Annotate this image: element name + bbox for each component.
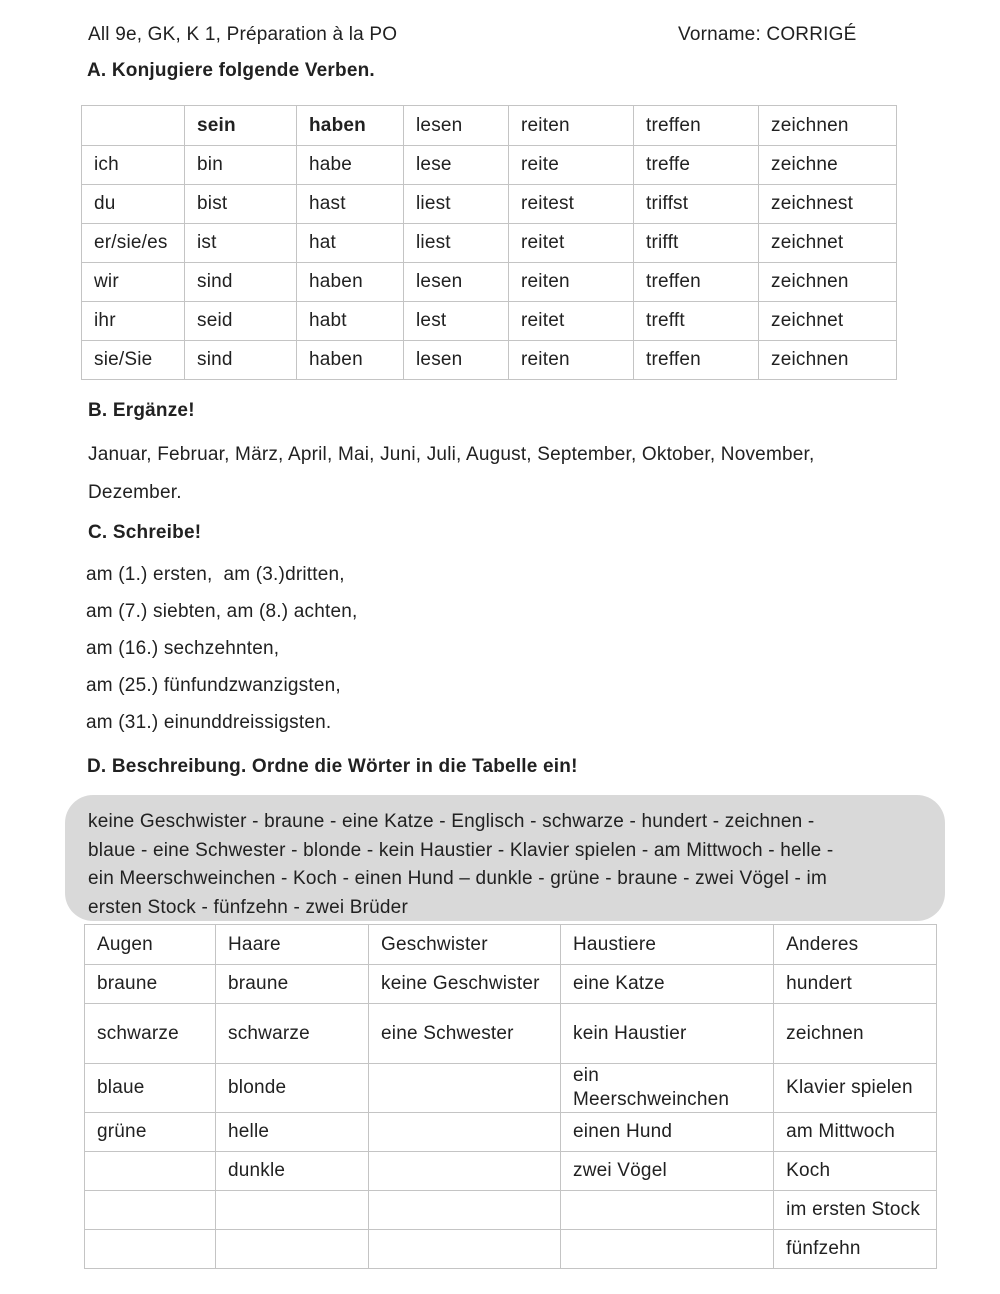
text-line: am (1.) ersten, am (3.)dritten, xyxy=(86,564,345,585)
section-a-title: A. Konjugiere folgende Verben. xyxy=(87,60,375,81)
text-line: ersten Stock - fünfzehn - zwei Brüder xyxy=(88,896,408,918)
table-cell: zeichnen xyxy=(774,1004,937,1064)
table-cell: dunkle xyxy=(216,1152,369,1191)
table-cell: zeichnet xyxy=(759,302,897,341)
table-cell: lese xyxy=(404,146,509,185)
table-cell: treffen xyxy=(634,341,759,380)
table-cell xyxy=(561,1191,774,1230)
section-d-title: D. Beschreibung. Ordne die Wörter in die Tabelle ein! xyxy=(87,756,578,777)
table-cell: lesen xyxy=(404,341,509,380)
classification-table xyxy=(84,924,937,1269)
table-cell: schwarze xyxy=(216,1004,369,1064)
table-cell: liest xyxy=(404,185,509,224)
months-text xyxy=(88,436,814,512)
table-cell: grüne xyxy=(85,1113,216,1152)
table-cell xyxy=(561,1230,774,1269)
table-cell: zeichnet xyxy=(759,224,897,263)
table-cell xyxy=(85,1191,216,1230)
column-header: treffen xyxy=(634,106,759,146)
conjugation-table xyxy=(81,105,897,380)
ordinal-dates-text xyxy=(86,556,357,741)
table-cell: kein Haustier xyxy=(561,1004,774,1064)
text-line: keine Geschwister - braune - eine Katze - Englisch - schwarze - hundert - zeichnen - xyxy=(88,811,815,832)
table-cell: braune xyxy=(216,965,369,1004)
table-cell: einen Hund xyxy=(561,1113,774,1152)
table-row xyxy=(85,965,937,1004)
column-header: sein xyxy=(185,106,297,146)
table-cell xyxy=(369,1152,561,1191)
table-cell: treffe xyxy=(634,146,759,185)
table-cell: schwarze xyxy=(85,1004,216,1064)
table-cell: bin xyxy=(185,146,297,185)
column-header: Haustiere xyxy=(561,925,774,965)
table-cell: im ersten Stock xyxy=(774,1191,937,1230)
table-cell: triffst xyxy=(634,185,759,224)
table-row xyxy=(85,1113,937,1152)
table-cell: blonde xyxy=(216,1064,369,1113)
table-cell: sind xyxy=(185,341,297,380)
table-header-row xyxy=(82,106,897,146)
table-cell: am Mittwoch xyxy=(774,1113,937,1152)
table-row xyxy=(82,224,897,263)
column-header: Augen xyxy=(85,925,216,965)
table-cell: seid xyxy=(185,302,297,341)
table-cell: er/sie/es xyxy=(82,224,185,263)
text-line: am (25.) fünfundzwanzigsten, xyxy=(86,675,341,696)
table-cell: ihr xyxy=(82,302,185,341)
table-cell: lesen xyxy=(404,263,509,302)
table-row xyxy=(85,1152,937,1191)
text-line: am (31.) einunddreissigsten. xyxy=(86,712,332,733)
column-header: zeichnen xyxy=(759,106,897,146)
table-row xyxy=(85,1004,937,1064)
table-cell: reiten xyxy=(509,341,634,380)
table-row xyxy=(82,185,897,224)
column-header: lesen xyxy=(404,106,509,146)
text-line: Dezember. xyxy=(88,482,182,503)
table-cell xyxy=(85,1152,216,1191)
text-line: am (16.) sechzehnten, xyxy=(86,638,280,659)
table-cell: ein Meerschweinchen xyxy=(561,1064,774,1113)
table-cell: treffen xyxy=(634,263,759,302)
section-b-title: B. Ergänze! xyxy=(88,400,195,421)
table-cell xyxy=(216,1191,369,1230)
table-cell xyxy=(369,1064,561,1113)
text-line: ein Meerschweinchen - Koch - einen Hund – dunkle - grüne - braune - zwei Vögel - im xyxy=(88,868,827,889)
table-row xyxy=(82,341,897,380)
table-cell: reitet xyxy=(509,224,634,263)
table-cell: lest xyxy=(404,302,509,341)
header-course-label: All 9e, GK, K 1, Préparation à la PO xyxy=(88,24,398,45)
table-cell: wir xyxy=(82,263,185,302)
table-cell: zeichnen xyxy=(759,341,897,380)
table-cell: liest xyxy=(404,224,509,263)
table-cell: haben xyxy=(297,263,404,302)
table-cell: hat xyxy=(297,224,404,263)
table-cell: eine Schwester xyxy=(369,1004,561,1064)
table-row xyxy=(82,302,897,341)
table-header-row xyxy=(85,925,937,965)
table-cell: sie/Sie xyxy=(82,341,185,380)
table-cell: ist xyxy=(185,224,297,263)
table-cell xyxy=(369,1191,561,1230)
table-cell xyxy=(369,1113,561,1152)
text-line: Januar, Februar, März, April, Mai, Juni, Juli, August, September, Oktober, November, xyxy=(88,444,815,465)
table-cell: helle xyxy=(216,1113,369,1152)
table-cell: Klavier spielen xyxy=(774,1064,937,1113)
column-header: Haare xyxy=(216,925,369,965)
column-header: Anderes xyxy=(774,925,937,965)
table-cell: hundert xyxy=(774,965,937,1004)
table-cell: zeichnest xyxy=(759,185,897,224)
table-cell: reiten xyxy=(509,263,634,302)
text-line: am (7.) siebten, am (8.) achten, xyxy=(86,601,358,622)
table-cell: Koch xyxy=(774,1152,937,1191)
table-cell: fünfzehn xyxy=(774,1230,937,1269)
table-cell: habe xyxy=(297,146,404,185)
table-cell: ich xyxy=(82,146,185,185)
table-row xyxy=(85,1191,937,1230)
table-cell: trefft xyxy=(634,302,759,341)
table-cell: reitest xyxy=(509,185,634,224)
table-cell: reitet xyxy=(509,302,634,341)
table-row xyxy=(82,146,897,185)
table-cell: reite xyxy=(509,146,634,185)
table-cell: braune xyxy=(85,965,216,1004)
table-cell: hast xyxy=(297,185,404,224)
column-header: haben xyxy=(297,106,404,146)
table-cell: zeichnen xyxy=(759,263,897,302)
section-c-title: C. Schreibe! xyxy=(88,522,202,543)
table-cell: du xyxy=(82,185,185,224)
table-cell: zwei Vögel xyxy=(561,1152,774,1191)
table-row xyxy=(85,1230,937,1269)
table-cell: sind xyxy=(185,263,297,302)
table-row xyxy=(85,1064,937,1113)
table-cell: zeichne xyxy=(759,146,897,185)
table-cell xyxy=(85,1230,216,1269)
text-line: blaue - eine Schwester - blonde - kein Haustier - Klavier spielen - am Mittwoch - helle - xyxy=(88,839,834,861)
table-cell xyxy=(369,1230,561,1269)
table-cell: eine Katze xyxy=(561,965,774,1004)
table-cell: blaue xyxy=(85,1064,216,1113)
table-cell xyxy=(216,1230,369,1269)
table-cell: bist xyxy=(185,185,297,224)
table-cell: haben xyxy=(297,341,404,380)
column-header: reiten xyxy=(509,106,634,146)
table-row xyxy=(82,263,897,302)
column-header xyxy=(82,106,185,146)
column-header: Geschwister xyxy=(369,925,561,965)
table-cell: keine Geschwister xyxy=(369,965,561,1004)
table-cell: habt xyxy=(297,302,404,341)
table-cell: trifft xyxy=(634,224,759,263)
word-bank xyxy=(65,795,945,921)
header-name-label: Vorname: CORRIGÉ xyxy=(678,24,857,45)
